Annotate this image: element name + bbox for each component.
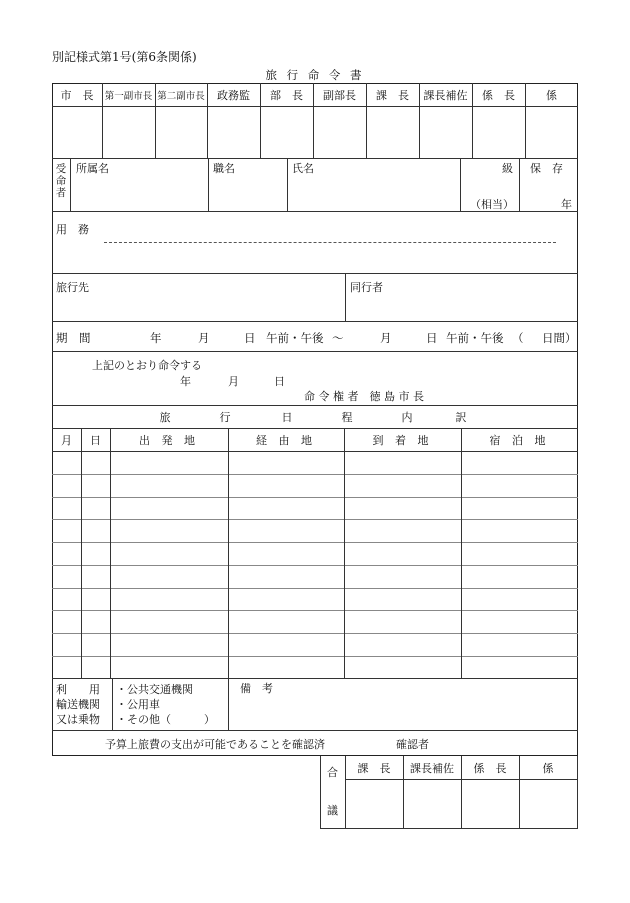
destination-label: 旅行先: [56, 281, 89, 294]
order-date-year: 年: [180, 375, 191, 388]
col-departure: 出 発 地: [139, 433, 199, 447]
itinerary-title-char: 行: [219, 410, 231, 424]
transport-option-other[interactable]: ・その他（ ）: [116, 713, 215, 726]
consult-assistant-chief: 課長補佐: [410, 761, 454, 775]
approver-assistant-chief: 課長補佐: [423, 88, 468, 102]
period-ampm-start: 午前・午後: [266, 331, 324, 345]
itinerary-row-line: [52, 610, 578, 611]
transport-bottom-line: [52, 730, 578, 731]
itinerary-title-char: 内: [401, 410, 413, 424]
col-day: 日: [90, 433, 101, 447]
approver-policy-director: 政務監: [217, 88, 250, 102]
remarks-label: 備 考: [240, 682, 273, 695]
purpose-dotted-line: [104, 242, 556, 243]
consult-section-chief: 課 長: [357, 761, 391, 775]
grade-label: 級: [502, 162, 513, 175]
itinerary-row-line: [52, 565, 578, 566]
consult-label-top: 合: [327, 766, 338, 779]
itinerary-row-line: [52, 474, 578, 475]
grade-equiv-label: （相当）: [470, 198, 514, 211]
col-arrival: 到 着 地: [372, 433, 433, 447]
itinerary-row-line: [52, 633, 578, 634]
recipient-divider: [287, 158, 288, 211]
recipient-side-label: 受命者: [55, 163, 67, 199]
approver-section-chief: 課 長: [376, 88, 409, 102]
consult-staff: 係: [542, 761, 554, 775]
destination-bottom-line: [52, 321, 578, 322]
transport-divider: [112, 678, 113, 730]
itinerary-divider: [110, 428, 111, 678]
budget-statement: 予算上旅費の支出が可能であることを確認済: [105, 738, 325, 751]
consult-bottom-line: [320, 828, 578, 829]
period-bottom-line: [52, 351, 578, 352]
approver-deputy-head: 副部長: [323, 88, 356, 102]
period-month: 月: [198, 331, 210, 345]
approver-mayor: 市 長: [60, 88, 94, 102]
period-days: 日間）: [542, 331, 577, 345]
recipient-divider: [70, 158, 71, 211]
itinerary-title-char: 程: [341, 410, 353, 424]
consult-label-bottom: 議: [327, 804, 338, 817]
col-via: 経 由 地: [256, 433, 316, 447]
period-month-end: 月: [380, 331, 392, 345]
approver-staff: 係: [546, 88, 557, 102]
order-bottom-line: [52, 405, 578, 406]
itinerary-divider: [461, 428, 462, 678]
period-tilde: ～: [332, 331, 344, 345]
approver-department-head: 部 長: [270, 88, 303, 102]
itinerary-row-line: [52, 656, 578, 657]
consult-unit-head: 係 長: [473, 761, 507, 775]
order-date-month: 月: [228, 375, 239, 388]
dept-label: 所属名: [76, 162, 109, 175]
itinerary-row-line: [52, 519, 578, 520]
period-year: 年: [150, 331, 162, 345]
itinerary-row-line: [52, 497, 578, 498]
name-label: 氏名: [292, 162, 314, 175]
period-paren: （: [512, 331, 524, 345]
budget-confirmer: 確認者: [396, 738, 429, 751]
itinerary-header-line: [52, 451, 578, 452]
consult-border: [577, 756, 578, 828]
retention-unit: 年: [561, 198, 572, 211]
order-date-day: 日: [274, 375, 285, 388]
approver-unit-head: 係 長: [482, 88, 515, 102]
period-label: 期 間: [56, 331, 91, 345]
companion-label: 同行者: [350, 281, 383, 294]
period-day-end: 日: [426, 331, 438, 345]
transport-divider: [228, 678, 229, 730]
itinerary-bottom-line: [52, 678, 578, 679]
itinerary-divider: [228, 428, 229, 678]
position-label: 職名: [213, 162, 235, 175]
itinerary-row-line: [52, 542, 578, 543]
approval-header-line: [52, 106, 578, 107]
retention-label: 保 存: [530, 162, 563, 175]
transport-option-official-car[interactable]: ・公用車: [116, 698, 160, 711]
form-label: 別記様式第1号(第6条関係): [52, 50, 197, 64]
recipient-divider: [460, 158, 461, 211]
consult-header-line: [345, 779, 577, 780]
itinerary-title-char: 日: [281, 410, 293, 424]
transport-label-line: 輸送機関: [56, 698, 100, 711]
approver-second-deputy: 第二副市長: [157, 90, 205, 102]
order-issuer: 命 令 権 者 徳 島 市 長: [304, 390, 424, 403]
itinerary-title-char: 訳: [455, 410, 467, 424]
page-title: 旅 行 命 令 書: [265, 68, 365, 82]
itinerary-title-char: 旅: [159, 410, 171, 424]
order-statement: 上記のとおり命令する: [92, 359, 202, 372]
transport-option-public[interactable]: ・公共交通機関: [116, 683, 193, 696]
purpose-bottom-line: [52, 273, 578, 274]
col-month: 月: [61, 433, 72, 447]
transport-label-line: 又は乗物: [56, 713, 100, 726]
transport-label-line: 利 用: [56, 683, 100, 696]
destination-divider: [345, 273, 346, 321]
itinerary-divider: [344, 428, 345, 678]
period-day: 日: [244, 331, 256, 345]
approval-bottom-line: [52, 158, 578, 159]
itinerary-divider: [81, 428, 82, 678]
recipient-divider: [208, 158, 209, 211]
itinerary-row-line: [52, 588, 578, 589]
col-lodging: 宿 泊 地: [489, 433, 550, 447]
approver-first-deputy: 第一副市長: [104, 90, 153, 102]
period-ampm-end: 午前・午後: [446, 331, 504, 345]
purpose-label: 用 務: [56, 223, 89, 236]
recipient-divider: [519, 158, 520, 211]
